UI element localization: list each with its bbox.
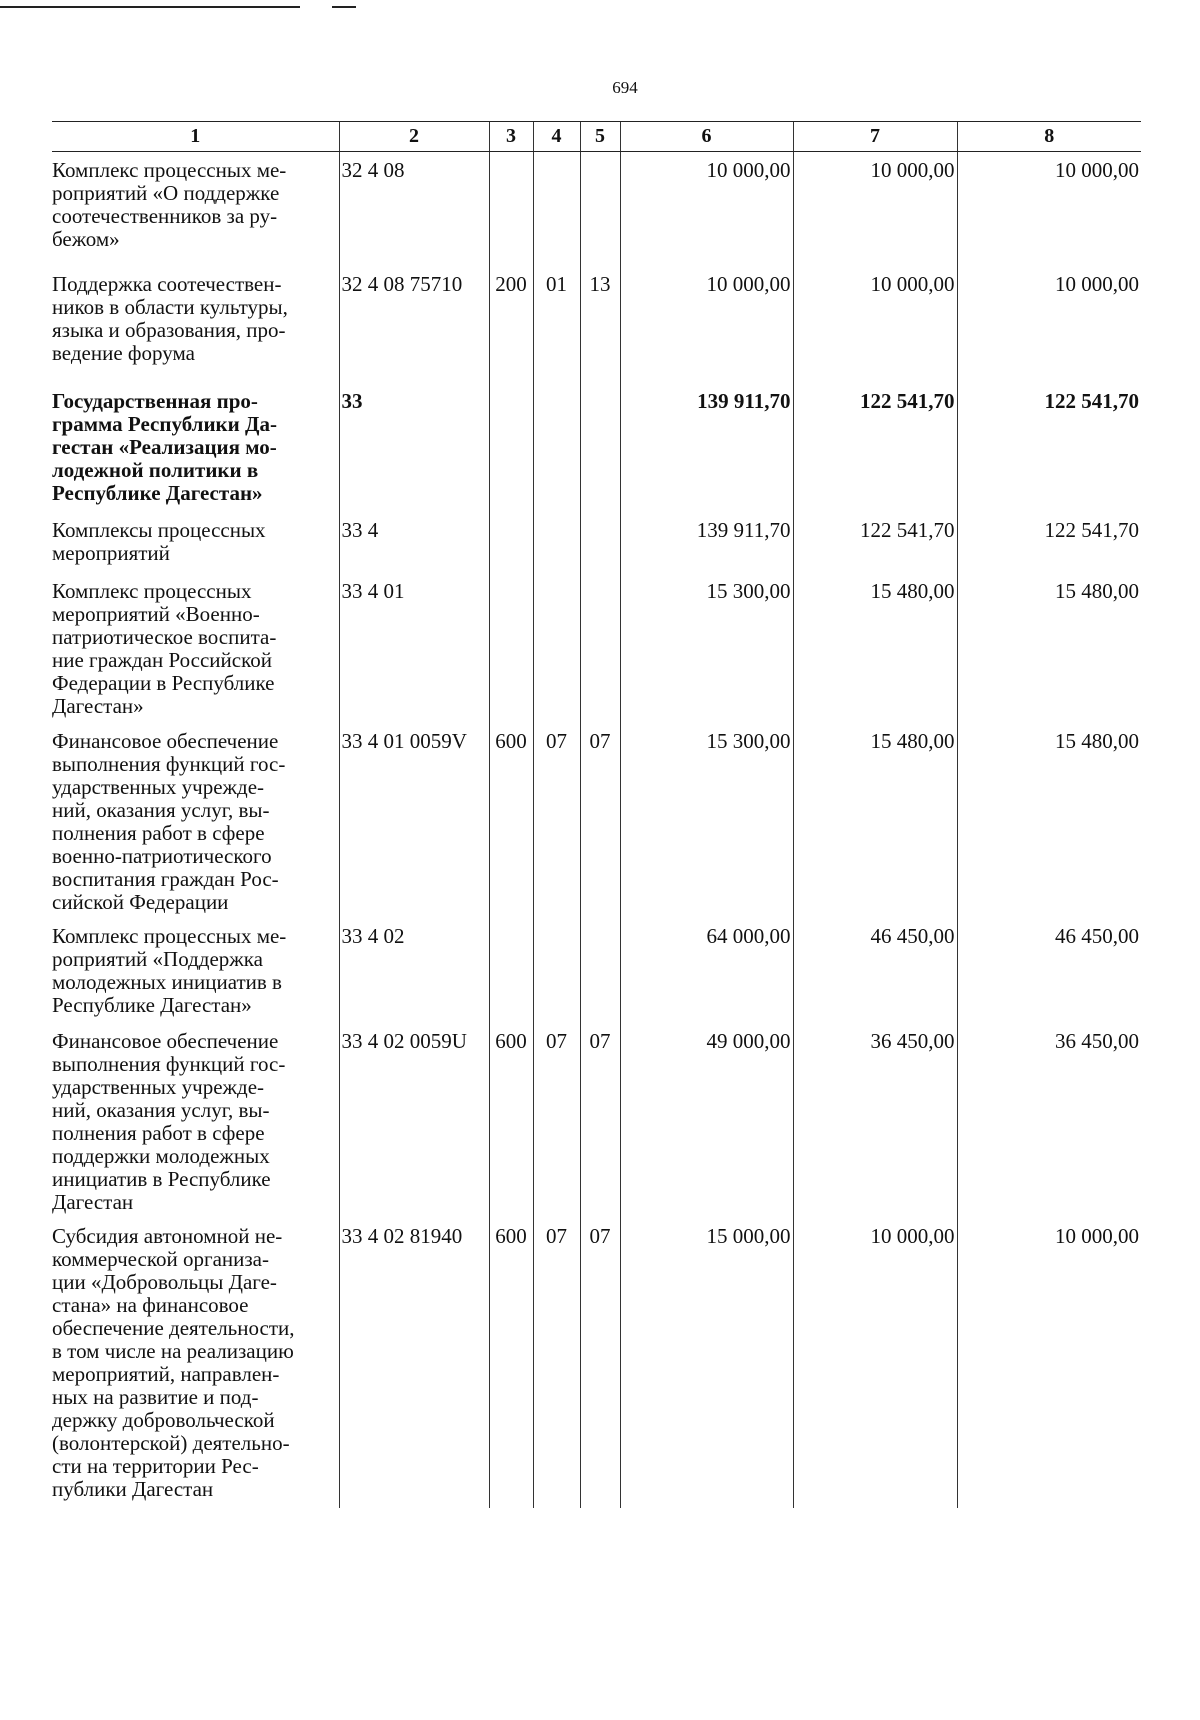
- row-amount-3: 36 450,00: [957, 1023, 1141, 1218]
- row-section: 07: [533, 723, 580, 918]
- table-row: [52, 383, 1141, 512]
- row-amount-2: 36 450,00: [793, 1023, 957, 1218]
- row-code: 33 4 02 81940: [339, 1218, 489, 1508]
- row-amount-3: 15 480,00: [957, 723, 1141, 918]
- column-header: 2: [339, 122, 489, 152]
- row-section: [533, 152, 580, 266]
- row-subsection: 07: [580, 1023, 620, 1218]
- row-amount-2: 15 480,00: [793, 723, 957, 918]
- row-amount-1: 15 000,00: [620, 1218, 793, 1508]
- row-kvr: [489, 573, 533, 723]
- row-subsection: [580, 918, 620, 1023]
- row-kvr: 600: [489, 1023, 533, 1218]
- column-header: 3: [489, 122, 533, 152]
- column-header: 4: [533, 122, 580, 152]
- row-name: Комплексы процессных мероприятий: [52, 517, 266, 565]
- row-subsection: [580, 383, 620, 512]
- row-name: Поддержка соотечествен- ников в области культуры, языка и образования, про- ведение форума: [52, 271, 288, 365]
- row-kvr: 200: [489, 266, 533, 383]
- row-subsection: [580, 152, 620, 266]
- row-kvr: [489, 918, 533, 1023]
- row-subsection: 07: [580, 1218, 620, 1508]
- row-name: Комплекс процессных ме- роприятий «Поддержка молодежных инициатив в Республике Дагестан»: [52, 923, 287, 1017]
- row-kvr: 600: [489, 723, 533, 918]
- row-amount-2: 10 000,00: [793, 266, 957, 383]
- row-amount-1: 139 911,70: [620, 512, 793, 573]
- row-amount-3: 10 000,00: [957, 1218, 1141, 1508]
- row-section: 07: [533, 1023, 580, 1218]
- row-amount-3: 15 480,00: [957, 573, 1141, 723]
- row-amount-2: 122 541,70: [793, 383, 957, 512]
- row-code: 33 4 01 0059V: [339, 723, 489, 918]
- table-row: [52, 573, 1141, 723]
- row-amount-3: 10 000,00: [957, 266, 1141, 383]
- column-header: 5: [580, 122, 620, 152]
- row-amount-2: 10 000,00: [793, 1218, 957, 1508]
- budget-table: [52, 121, 1141, 1508]
- table-row: [52, 512, 1141, 573]
- row-section: [533, 512, 580, 573]
- row-code: 33 4 02: [339, 918, 489, 1023]
- row-amount-3: 122 541,70: [957, 512, 1141, 573]
- row-amount-1: 139 911,70: [620, 383, 793, 512]
- row-amount-1: 10 000,00: [620, 152, 793, 266]
- column-header: 1: [52, 122, 339, 152]
- row-amount-1: 64 000,00: [620, 918, 793, 1023]
- column-header: 6: [620, 122, 793, 152]
- top-rule: [0, 6, 300, 8]
- table-row: [52, 918, 1141, 1023]
- row-code: 33 4: [339, 512, 489, 573]
- row-kvr: [489, 383, 533, 512]
- row-amount-1: 15 300,00: [620, 573, 793, 723]
- row-section: [533, 573, 580, 723]
- row-amount-3: 10 000,00: [957, 152, 1141, 266]
- row-amount-2: 10 000,00: [793, 152, 957, 266]
- row-name: Комплекс процессных мероприятий «Военно- патриотическое воспита- ние граждан Российской Федерации в Республике Дагестан»: [52, 578, 277, 718]
- row-section: [533, 918, 580, 1023]
- column-header: 7: [793, 122, 957, 152]
- row-code: 33 4 01: [339, 573, 489, 723]
- row-amount-3: 46 450,00: [957, 918, 1141, 1023]
- row-amount-2: 122 541,70: [793, 512, 957, 573]
- row-subsection: [580, 573, 620, 723]
- row-amount-1: 15 300,00: [620, 723, 793, 918]
- row-section: 01: [533, 266, 580, 383]
- table-row: [52, 1023, 1141, 1218]
- table-row: [52, 266, 1141, 383]
- table-row: [52, 152, 1141, 266]
- row-amount-2: 15 480,00: [793, 573, 957, 723]
- row-amount-1: 49 000,00: [620, 1023, 793, 1218]
- table-row: [52, 723, 1141, 918]
- row-amount-3: 122 541,70: [957, 383, 1141, 512]
- row-kvr: [489, 512, 533, 573]
- row-code: 33: [339, 383, 489, 512]
- row-name: Комплекс процессных ме- роприятий «О поддержке соотечественников за ру- бежом»: [52, 158, 287, 251]
- row-subsection: [580, 512, 620, 573]
- row-name: Финансовое обеспечение выполнения функций гос- ударственных учрежде- ний, оказания услуг, вы- полнения работ в сфере военно-патриотического воспитания граждан Рос- сийской Федерации: [52, 728, 286, 914]
- row-code: 33 4 02 0059U: [339, 1023, 489, 1218]
- row-kvr: [489, 152, 533, 266]
- row-amount-1: 10 000,00: [620, 266, 793, 383]
- row-kvr: 600: [489, 1218, 533, 1508]
- row-amount-2: 46 450,00: [793, 918, 957, 1023]
- row-subsection: 13: [580, 266, 620, 383]
- table-body: [52, 152, 1141, 1508]
- row-name: Финансовое обеспечение выполнения функций гос- ударственных учрежде- ний, оказания услуг, вы- полнения работ в сфере поддержки молодежных инициатив в Республике Дагестан: [52, 1028, 286, 1214]
- row-subsection: 07: [580, 723, 620, 918]
- header-row: [52, 122, 1141, 152]
- row-code: 32 4 08: [339, 152, 489, 266]
- row-section: 07: [533, 1218, 580, 1508]
- row-name: Государственная про- грамма Республики Да- гестан «Реализация мо- лодежной политики в Республике Дагестан»: [52, 388, 277, 505]
- table-row: [52, 1218, 1141, 1508]
- row-section: [533, 383, 580, 512]
- page-number: 694: [612, 78, 638, 97]
- row-name: Субсидия автономной не- коммерческой организа- ции «Добровольцы Даге- стана» на финансовое обеспечение деятельности, в том числе на реализацию мероприятий, направлен- ных на развитие и под- держку добровольческой (волонтерской) деятельно- сти на территории Рес- публики Дагестан: [52, 1223, 295, 1501]
- column-header: 8: [957, 122, 1141, 152]
- row-code: 32 4 08 75710: [339, 266, 489, 383]
- top-rule-short: [332, 6, 356, 8]
